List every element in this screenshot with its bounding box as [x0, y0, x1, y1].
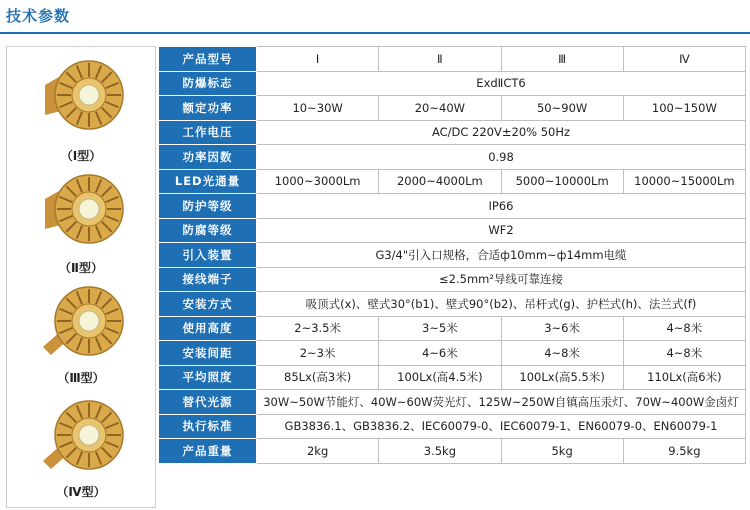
spec-value: 9.5kg [623, 439, 745, 464]
spec-label: 平均照度 [159, 365, 257, 390]
spec-value: 2000~4000Lm [379, 169, 501, 194]
spec-value: 3~6米 [501, 316, 623, 341]
spec-label: 额定功率 [159, 96, 257, 121]
spec-label: 功率因数 [159, 145, 257, 170]
spec-row [159, 145, 746, 170]
lamp-caption: （Ⅲ型） [57, 371, 105, 385]
spec-label: LED光通量 [159, 169, 257, 194]
spec-value: 10~30W [257, 96, 379, 121]
spec-label: 产品型号 [159, 47, 257, 72]
spec-value: Ⅰ [257, 47, 379, 72]
spec-value: 3.5kg [379, 439, 501, 464]
spec-value: ExdⅡCT6 [257, 71, 746, 96]
spec-value: 2~3米 [257, 341, 379, 366]
spec-value: Ⅲ [501, 47, 623, 72]
spec-row [159, 169, 746, 194]
spec-label: 防护等级 [159, 194, 257, 219]
spec-value: 4~8米 [623, 316, 745, 341]
spec-row [159, 96, 746, 121]
spec-value: AC/DC 220V±20% 50Hz [257, 120, 746, 145]
spec-value: 30W~50W节能灯、40W~60W荧光灯、125W~250W自镇高压汞灯、70W~400W金卤灯 [257, 390, 746, 415]
lamp-led-lens [79, 425, 99, 445]
product-photo-panel [6, 46, 156, 508]
spec-value: 110Lx(高6米) [623, 365, 745, 390]
spec-row [159, 243, 746, 268]
spec-value: 100Lx(高5.5米) [501, 365, 623, 390]
spec-value: Ⅳ [623, 47, 745, 72]
lamp-icon [41, 395, 125, 481]
spec-value: IP66 [257, 194, 746, 219]
spec-value: 100~150W [623, 96, 745, 121]
spec-value: 10000~15000Lm [623, 169, 745, 194]
spec-row [159, 47, 746, 72]
spec-row [159, 292, 746, 317]
lamp-icon [41, 169, 125, 255]
spec-value: 5000~10000Lm [501, 169, 623, 194]
spec-value: 吸顶式(x)、壁式30°(b1)、壁式90°(b2)、吊杆式(g)、护栏式(h)、法兰式(f) [257, 292, 746, 317]
spec-row [159, 365, 746, 390]
spec-table [158, 46, 746, 464]
spec-value: 100Lx(高4.5米) [379, 365, 501, 390]
spec-row [159, 71, 746, 96]
spec-row [159, 439, 746, 464]
spec-row [159, 341, 746, 366]
lamp-icon [41, 55, 125, 141]
lamp-illustration [7, 165, 155, 277]
spec-value: 2kg [257, 439, 379, 464]
spec-value: 50~90W [501, 96, 623, 121]
spec-row [159, 390, 746, 415]
spec-value: 4~8米 [623, 341, 745, 366]
spec-table-container [158, 46, 746, 506]
spec-label: 产品重量 [159, 439, 257, 464]
spec-row [159, 194, 746, 219]
lamp-caption: （Ⅰ型） [60, 149, 102, 163]
lamp-illustration [7, 51, 155, 163]
spec-label: 执行标准 [159, 414, 257, 439]
spec-value: 85Lx(高3米) [257, 365, 379, 390]
spec-row [159, 267, 746, 292]
section-title: 技术参数 [6, 7, 71, 25]
spec-value: ≤2.5mm²导线可靠连接 [257, 267, 746, 292]
lamp-led-lens [79, 85, 99, 105]
spec-row [159, 120, 746, 145]
spec-value: 0.98 [257, 145, 746, 170]
spec-label: 防爆标志 [159, 71, 257, 96]
spec-label: 工作电压 [159, 120, 257, 145]
spec-value: 4~6米 [379, 341, 501, 366]
spec-value: 1000~3000Lm [257, 169, 379, 194]
spec-label: 使用高度 [159, 316, 257, 341]
spec-value: Ⅱ [379, 47, 501, 72]
spec-value: G3/4"引入口规格，合适ф10mm~ф14mm电缆 [257, 243, 746, 268]
spec-label: 引入装置 [159, 243, 257, 268]
lamp-led-lens [79, 311, 99, 331]
spec-row [159, 218, 746, 243]
spec-label: 防腐等级 [159, 218, 257, 243]
lamp-icon [41, 281, 125, 367]
spec-value: 4~8米 [501, 341, 623, 366]
spec-row [159, 316, 746, 341]
lamp-caption: （Ⅳ型） [56, 485, 106, 499]
spec-value: GB3836.1、GB3836.2、IEC60079-0、IEC60079-1、EN60079-0、EN60079-1 [257, 414, 746, 439]
section-header [0, 0, 750, 34]
spec-value: 20~40W [379, 96, 501, 121]
lamp-led-lens [79, 199, 99, 219]
spec-row [159, 414, 746, 439]
spec-value: 2~3.5米 [257, 316, 379, 341]
spec-value: 5kg [501, 439, 623, 464]
lamp-caption: （Ⅱ型） [59, 261, 103, 275]
spec-value: WF2 [257, 218, 746, 243]
spec-value: 3~5米 [379, 316, 501, 341]
spec-label: 接线端子 [159, 267, 257, 292]
spec-label: 安装间距 [159, 341, 257, 366]
lamp-illustration [7, 391, 155, 503]
lamp-illustration [7, 277, 155, 389]
spec-label: 安装方式 [159, 292, 257, 317]
spec-label: 替代光源 [159, 390, 257, 415]
